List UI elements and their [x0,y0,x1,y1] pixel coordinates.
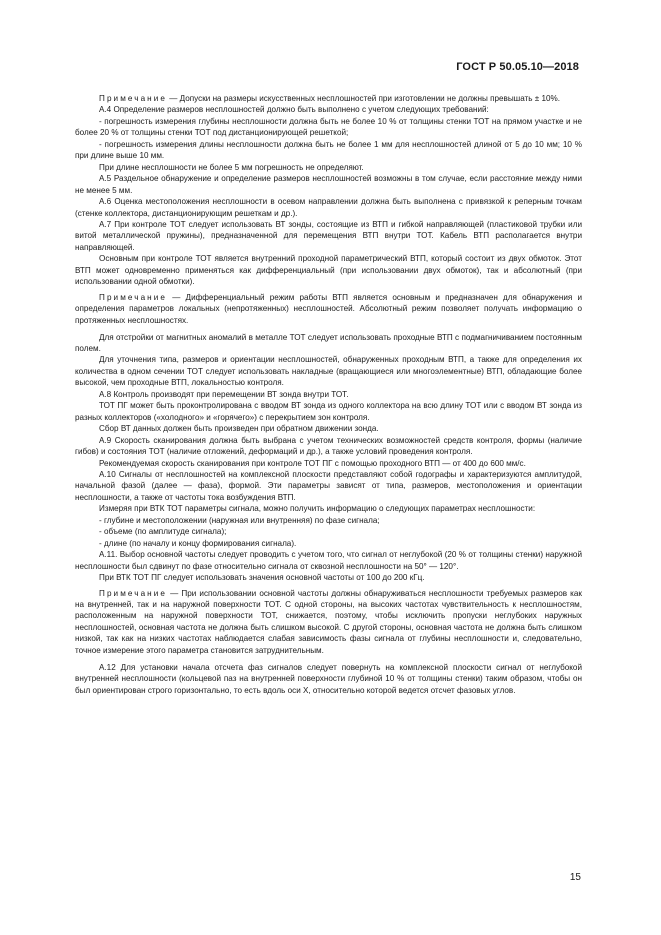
paragraph [75,139,582,162]
paragraph-text: Рекомендуемая скорость сканирования при контроле ТОТ ПГ с помощью проходного ВТП — от 400 до 600 мм/с. [99,458,526,468]
paragraph-text: При длине несплошности не более 5 мм погрешность не определяют. [99,162,364,172]
paragraph-text: При ВТК ТОТ ПГ следует использовать значения основной частоты от 100 до 200 кГц. [99,573,425,583]
paragraph-text: А.10 Сигналы от несплошностей на комплексной плоскости представляют собой годографы и характеризуются амплитудой, начальной фазой (далее — фаза), формой. Эти параметры зависят от типа, размеров, местоположения и ориентации несплошности, а также от частоты тока возбуждения ВТП. [75,470,582,502]
paragraph [75,503,582,514]
paragraph-text: А.6 Оценка местоположения несплошности в осевом направлении должна быть выполнена с привязкой к реперным точкам (стенке коллектора, дистанционирующим решеткам и др.). [75,197,582,218]
note-label: Примечание [99,94,168,103]
paragraph [75,196,582,219]
note-paragraph [75,588,582,657]
paragraph-text: — Дифференциальный режим работы ВТП является основным и предназначен для обнаружения и определения параметров локальных (непротяженных) несплошностей. Абсолютный режим позволяет получать информацию о протяженных несплошностях. [75,292,582,325]
page-number: 15 [569,872,581,883]
document-body [75,89,582,696]
paragraph-text: Основным при контроле ТОТ является внутренний проходной параметрический ВТП, который состоит из двух обмоток. Этот ВТП может одновременно применяться как дифференциальный (при использовании двух обмоток), так и абсолютный (при использовании одной обмотки). [75,254,582,287]
paragraph-text: А.11. Выбор основной частоты следует проводить с учетом того, что сигнал от неглубокой (20 % от толщины стенки) наружной несплошности был сдвинут по фазе относительно сигнала от сквозной несплошности на 50° — 120°. [75,550,582,571]
paragraph-text: А.8 Контроль производят при перемещении ВТ зонда внутри ТОТ. [99,389,349,399]
paragraph [75,423,582,434]
paragraph [75,332,582,355]
paragraph [75,458,582,469]
note-paragraph [75,93,582,104]
note-label: Примечание [99,588,168,598]
paragraph [75,515,582,526]
paragraph-text: А.7 При контроле ТОТ следует использовать ВТ зонды, состоящие из ВТП и гибкой направляющей (пластиковой трубки или витой металлической пружины), предназначенной для перемещения ВТП внутри ТОТ. Кабель ВТП располагается внутри направляющей. [75,219,582,252]
paragraph [75,469,582,503]
paragraph-text: - глубине и местоположении (наружная или внутренняя) по фазе сигнала; [99,515,380,525]
paragraph [75,538,582,549]
paragraph [75,572,582,583]
paragraph-text: ТОТ ПГ может быть проконтролирована с вводом ВТ зонда из одного коллектора на всю длину ТОТ или с вводом ВТ зонда из разных коллекторов («холодного» и «горячего») с перекрытием зон контроля. [75,401,582,422]
paragraph-text: — При использовании основной частоты должны обнаруживаться несплошности требуемых размеров как на внутренней, так и на наружной поверхности ТОТ. С одной стороны, на высоких частотах чувствительность к несплошностям, расположенным на наружной поверхности ТОТ, снижается, поэтому, чтобы исключить пропуски неглубоких наружных несплошностей, основная частота не должна быть слишком высокой. С другой стороны, основная частота не должна быть слишком низкой, так как на низких частотах наблюдается слабая зависимость фазы сигнала от глубины несплошности и, следовательно, точное измерение этого параметра становится затруднительным. [75,588,582,655]
note-label: Примечание [99,292,168,302]
paragraph-text: - погрешность измерения глубины несплошности должна быть не более 10 % от толщины стенки ТОТ на прямом участке и не более 20 % от толщины стенки ТОТ под дистанционирующей решеткой; [75,116,582,138]
paragraph [75,662,582,696]
paragraph [75,104,582,115]
paragraph [75,253,582,287]
paragraph-text: - объеме (по амплитуде сигнала); [99,527,227,537]
paragraph-text: Для уточнения типа, размеров и ориентации несплошностей, обнаруженных проходным ВТП, а также для определения их количества в одном сечении ТОТ следует использовать накладные (вращающиеся или многоэлементные) ВТП, обладающие более высокой, чем проходные ВТП, локальностью контроля. [75,355,582,388]
paragraph-text: - длине (по началу и концу формирования сигнала). [99,538,297,548]
paragraph [75,526,582,537]
paragraph [75,162,582,173]
note-paragraph [75,292,582,326]
paragraph-text: А.5 Раздельное обнаружение и определение размеров несплошностей возможны в том случае, если расстояние между ними не менее 5 мм. [75,174,582,195]
paragraph [75,354,582,388]
paragraph [75,435,582,458]
paragraph-text: А.12 Для установки начала отсчета фаз сигналов следует повернуть на комплексной плоскости сигнал от неглубокой внутренней несплошности (кольцевой паз на внутренней поверхности глубиной 10 % от толщины стенки) таким образом, чтобы он был ориентирован строго горизонтально, то есть вдоль оси X, относительно которой ведется отсчет фазовых углов. [75,662,582,695]
paragraph [75,389,582,400]
paragraph-text: Для отстройки от магнитных аномалий в металле ТОТ следует использовать проходные ВТП с подмагничиванием постоянным полем. [75,332,582,354]
paragraph-text: Измеряя при ВТК ТОТ параметры сигнала, можно получить информацию о следующих параметрах несплошности: [99,504,536,514]
paragraph [75,219,582,253]
document-header: ГОСТ Р 50.05.10—2018 [456,61,579,73]
paragraph [75,549,582,572]
paragraph-text: Сбор ВТ данных должен быть произведен при обратном движении зонда. [99,424,379,434]
paragraph-text: А.9 Скорость сканирования должна быть выбрана с учетом технических возможностей средств контроля, формы (наличие гибов) и состояния ТОТ (наличие отложений, деформаций и др.), а также условий проведения контроля. [75,435,582,457]
paragraph-text: — Допуски на размеры искусственных несплошностей при изготовлении не должны превышать ± 10%. [167,94,560,103]
paragraph-text: А.4 Определение размеров несплошностей должно быть выполнено с учетом следующих требований: [99,105,489,115]
paragraph [75,173,582,196]
paragraph [75,116,582,139]
paragraph-text: - погрешность измерения длины несплошности должна быть не более 1 мм для несплошностей длиной от 5 до 10 мм; 10 % при длине выше 10 мм. [75,139,582,161]
paragraph [75,400,582,423]
